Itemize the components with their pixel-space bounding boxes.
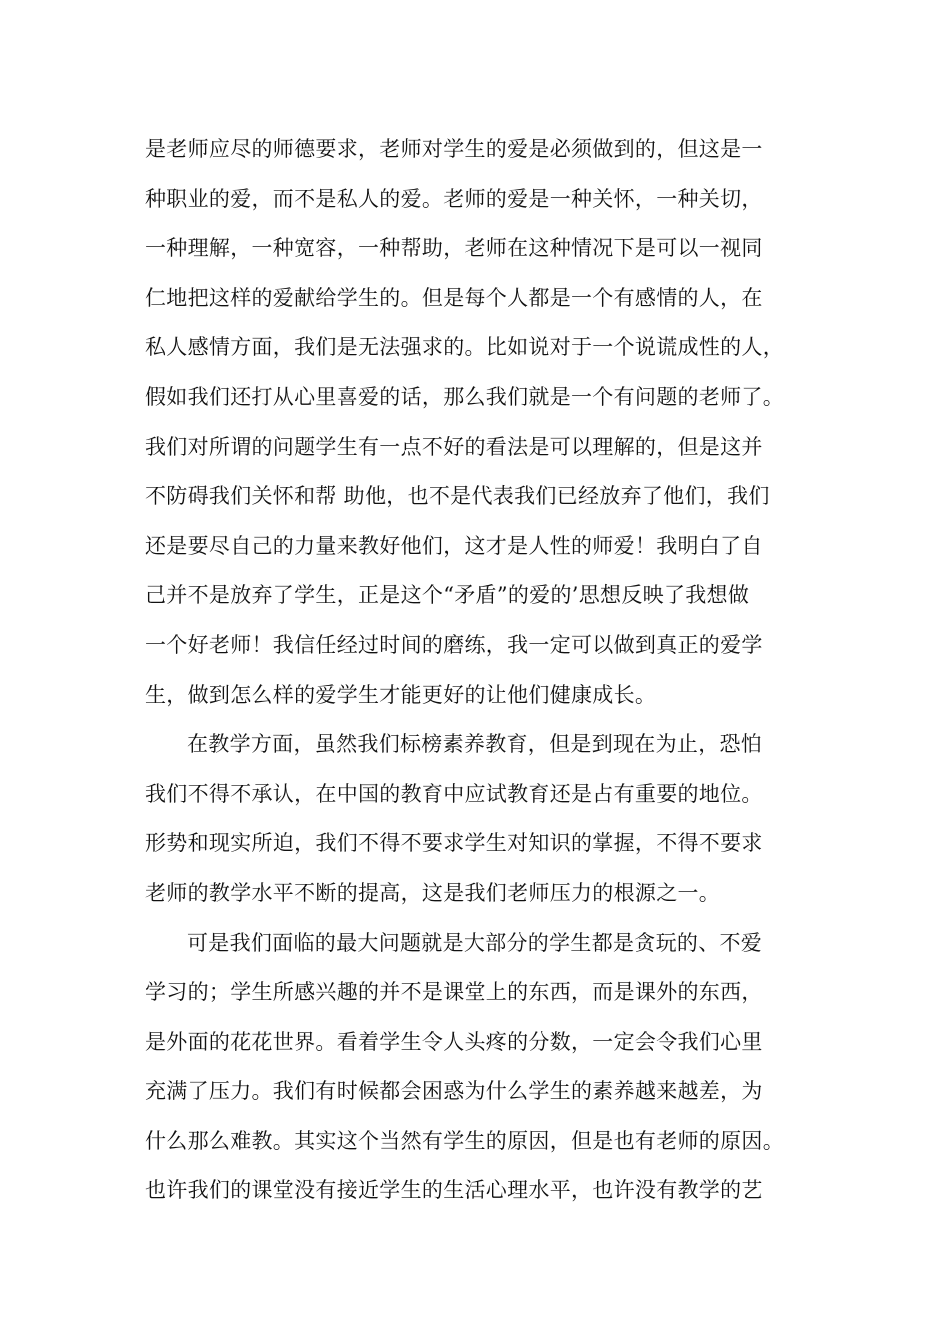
text-line: 是外面的花花世界。看着学生令人头疼的分数，一定会令我们心里 <box>145 1029 763 1054</box>
text-line: 是老师应尽的师德要求，老师对学生的爱是必须做到的，但这是一 <box>145 137 763 161</box>
text-line: 我们对所谓的问题学生有一点不好的看法是可以理解的，但是这并 <box>145 434 763 459</box>
text-line: 种职业的爱，而不是私人的爱。老师的爱是一种关怀，一种关切， <box>145 186 763 211</box>
text-line: 一种理解，一种宽容，一种帮助，老师在这种情况下是可以一视同 <box>145 236 763 261</box>
text-line: 什么那么难教。其实这个当然有学生的原因，但是也有老师的原因。 <box>145 1128 784 1153</box>
text-line: 私人感情方面，我们是无法强求的。比如说对于一个说谎成性的人， <box>145 335 784 360</box>
paragraph-first-line: 在教学方面，虽然我们标榜素养教育，但是到现在为止，恐怕 <box>187 732 763 757</box>
text-line: 还是要尽自己的力量来教好他们，这才是人性的师爱！我明白了自 <box>145 533 763 558</box>
text-line: 也许我们的课堂没有接近学生的生活心理水平，也许没有教学的艺 <box>145 1178 763 1203</box>
text-line: 充满了压力。我们有时候都会困惑为什么学生的素养越来越差，为 <box>145 1079 763 1104</box>
text-line: 生，做到怎么样的爱学生才能更好的让他们健康成长。 <box>145 682 657 707</box>
text-line: 不防碍我们关怀和帮 助他，也不是代表我们已经放弃了他们，我们 <box>145 484 770 509</box>
text-line: 我们不得不承认，在中国的教育中应试教育还是占有重要的地位。 <box>145 781 763 806</box>
text-line: 老师的教学水平不断的提高，这是我们老师压力的根源之一。 <box>145 880 721 905</box>
text-line: 学习的；学生所感兴趣的并不是课堂上的东西，而是课外的东西， <box>145 980 763 1005</box>
paragraph-first-line: 可是我们面临的最大问题就是大部分的学生都是贪玩的、不爱 <box>187 930 763 955</box>
text-line: 假如我们还打从心里喜爱的话，那么我们就是一个有问题的老师了。 <box>145 384 784 409</box>
text-line: 一个好老师！我信任经过时间的磨练，我一定可以做到真正的爱学 <box>145 632 763 657</box>
text-line: 己并不是放弃了学生，正是这个“矛盾”的爱的’思想反映了我想做 <box>145 583 750 608</box>
text-line: 形势和现实所迫，我们不得不要求学生对知识的掌握，不得不要求 <box>145 831 763 856</box>
body-text <box>145 125 825 1216</box>
text-line: 仁地把这样的爱献给学生的。但是每个人都是一个有感情的人，在 <box>145 285 763 310</box>
